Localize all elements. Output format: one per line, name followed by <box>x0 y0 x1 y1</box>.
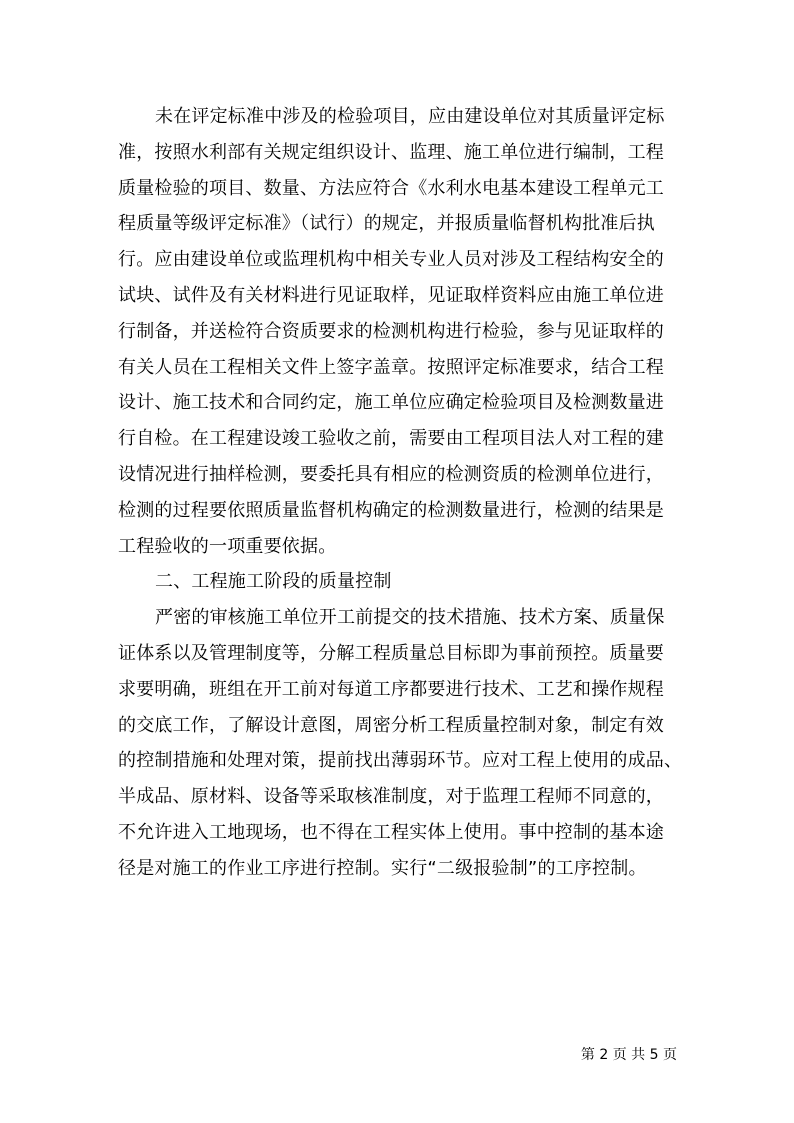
text-line: 程质量等级评定标准》（试行）的规定，并报质量临督机构批准后执 <box>118 213 655 235</box>
text-line: 二、工程施工阶段的质量控制 <box>155 571 392 593</box>
text-line: 不允许进入工地现场，也不得在工程实体上使用。事中控制的基本途 <box>118 821 664 843</box>
text-line: 行制备，并送检符合资质要求的检测机构进行检验，参与见证取样的 <box>118 320 664 342</box>
text-line: 设计、施工技术和合同约定，施工单位应确定检验项目及检测数量进 <box>118 392 664 414</box>
text-line: 有关人员在工程相关文件上签字盖章。按照评定标准要求，结合工程 <box>118 356 664 378</box>
text-line: 检测的过程要依照质量监督机构确定的检测数量进行，检测的结果是 <box>118 499 664 521</box>
text-line: 试块、试件及有关材料进行见证取样，见证取样资料应由施工单位进 <box>118 284 664 306</box>
text-line: 径是对施工的作业工序进行控制。实行“二级报验制”的工序控制。 <box>118 857 647 879</box>
text-line: 行自检。在工程建设竣工验收之前，需要由工程项目法人对工程的建 <box>118 428 664 450</box>
body-text <box>118 99 686 887</box>
text-line: 半成品、原材料、设备等采取核准制度，对于监理工程师不同意的， <box>118 786 664 808</box>
text-line: 质量检验的项目、数量、方法应符合《水利水电基本建设工程单元工 <box>118 177 664 199</box>
page-number: 第 2 页 共 5 页 <box>580 1047 677 1063</box>
text-line: 严密的审核施工单位开工前提交的技术措施、技术方案、质量保 <box>155 607 665 629</box>
text-line: 未在评定标准中涉及的检验项目，应由建设单位对其质量评定标 <box>155 106 665 127</box>
text-line: 的控制措施和处理对策，提前找出薄弱环节。应对工程上使用的成品、 <box>118 750 683 772</box>
text-line: 工程验收的一项重要依据。 <box>118 535 337 557</box>
text-line: 准，按照水利部有关规定组织设计、监理、施工单位进行编制，工程 <box>118 141 664 163</box>
text-line: 行。应由建设单位或监理机构中相关专业人员对涉及工程结构安全的 <box>118 249 664 271</box>
text-line: 的交底工作，了解设计意图，周密分析工程质量控制对象，制定有效 <box>118 714 664 736</box>
text-line: 设情况进行抽样检测，要委托具有相应的检测资质的检测单位进行， <box>118 463 664 485</box>
text-line: 求要明确，班组在开工前对每道工序都要进行技术、工艺和操作规程 <box>118 678 664 700</box>
text-line: 证体系以及管理制度等，分解工程质量总目标即为事前预控。质量要 <box>118 642 664 664</box>
